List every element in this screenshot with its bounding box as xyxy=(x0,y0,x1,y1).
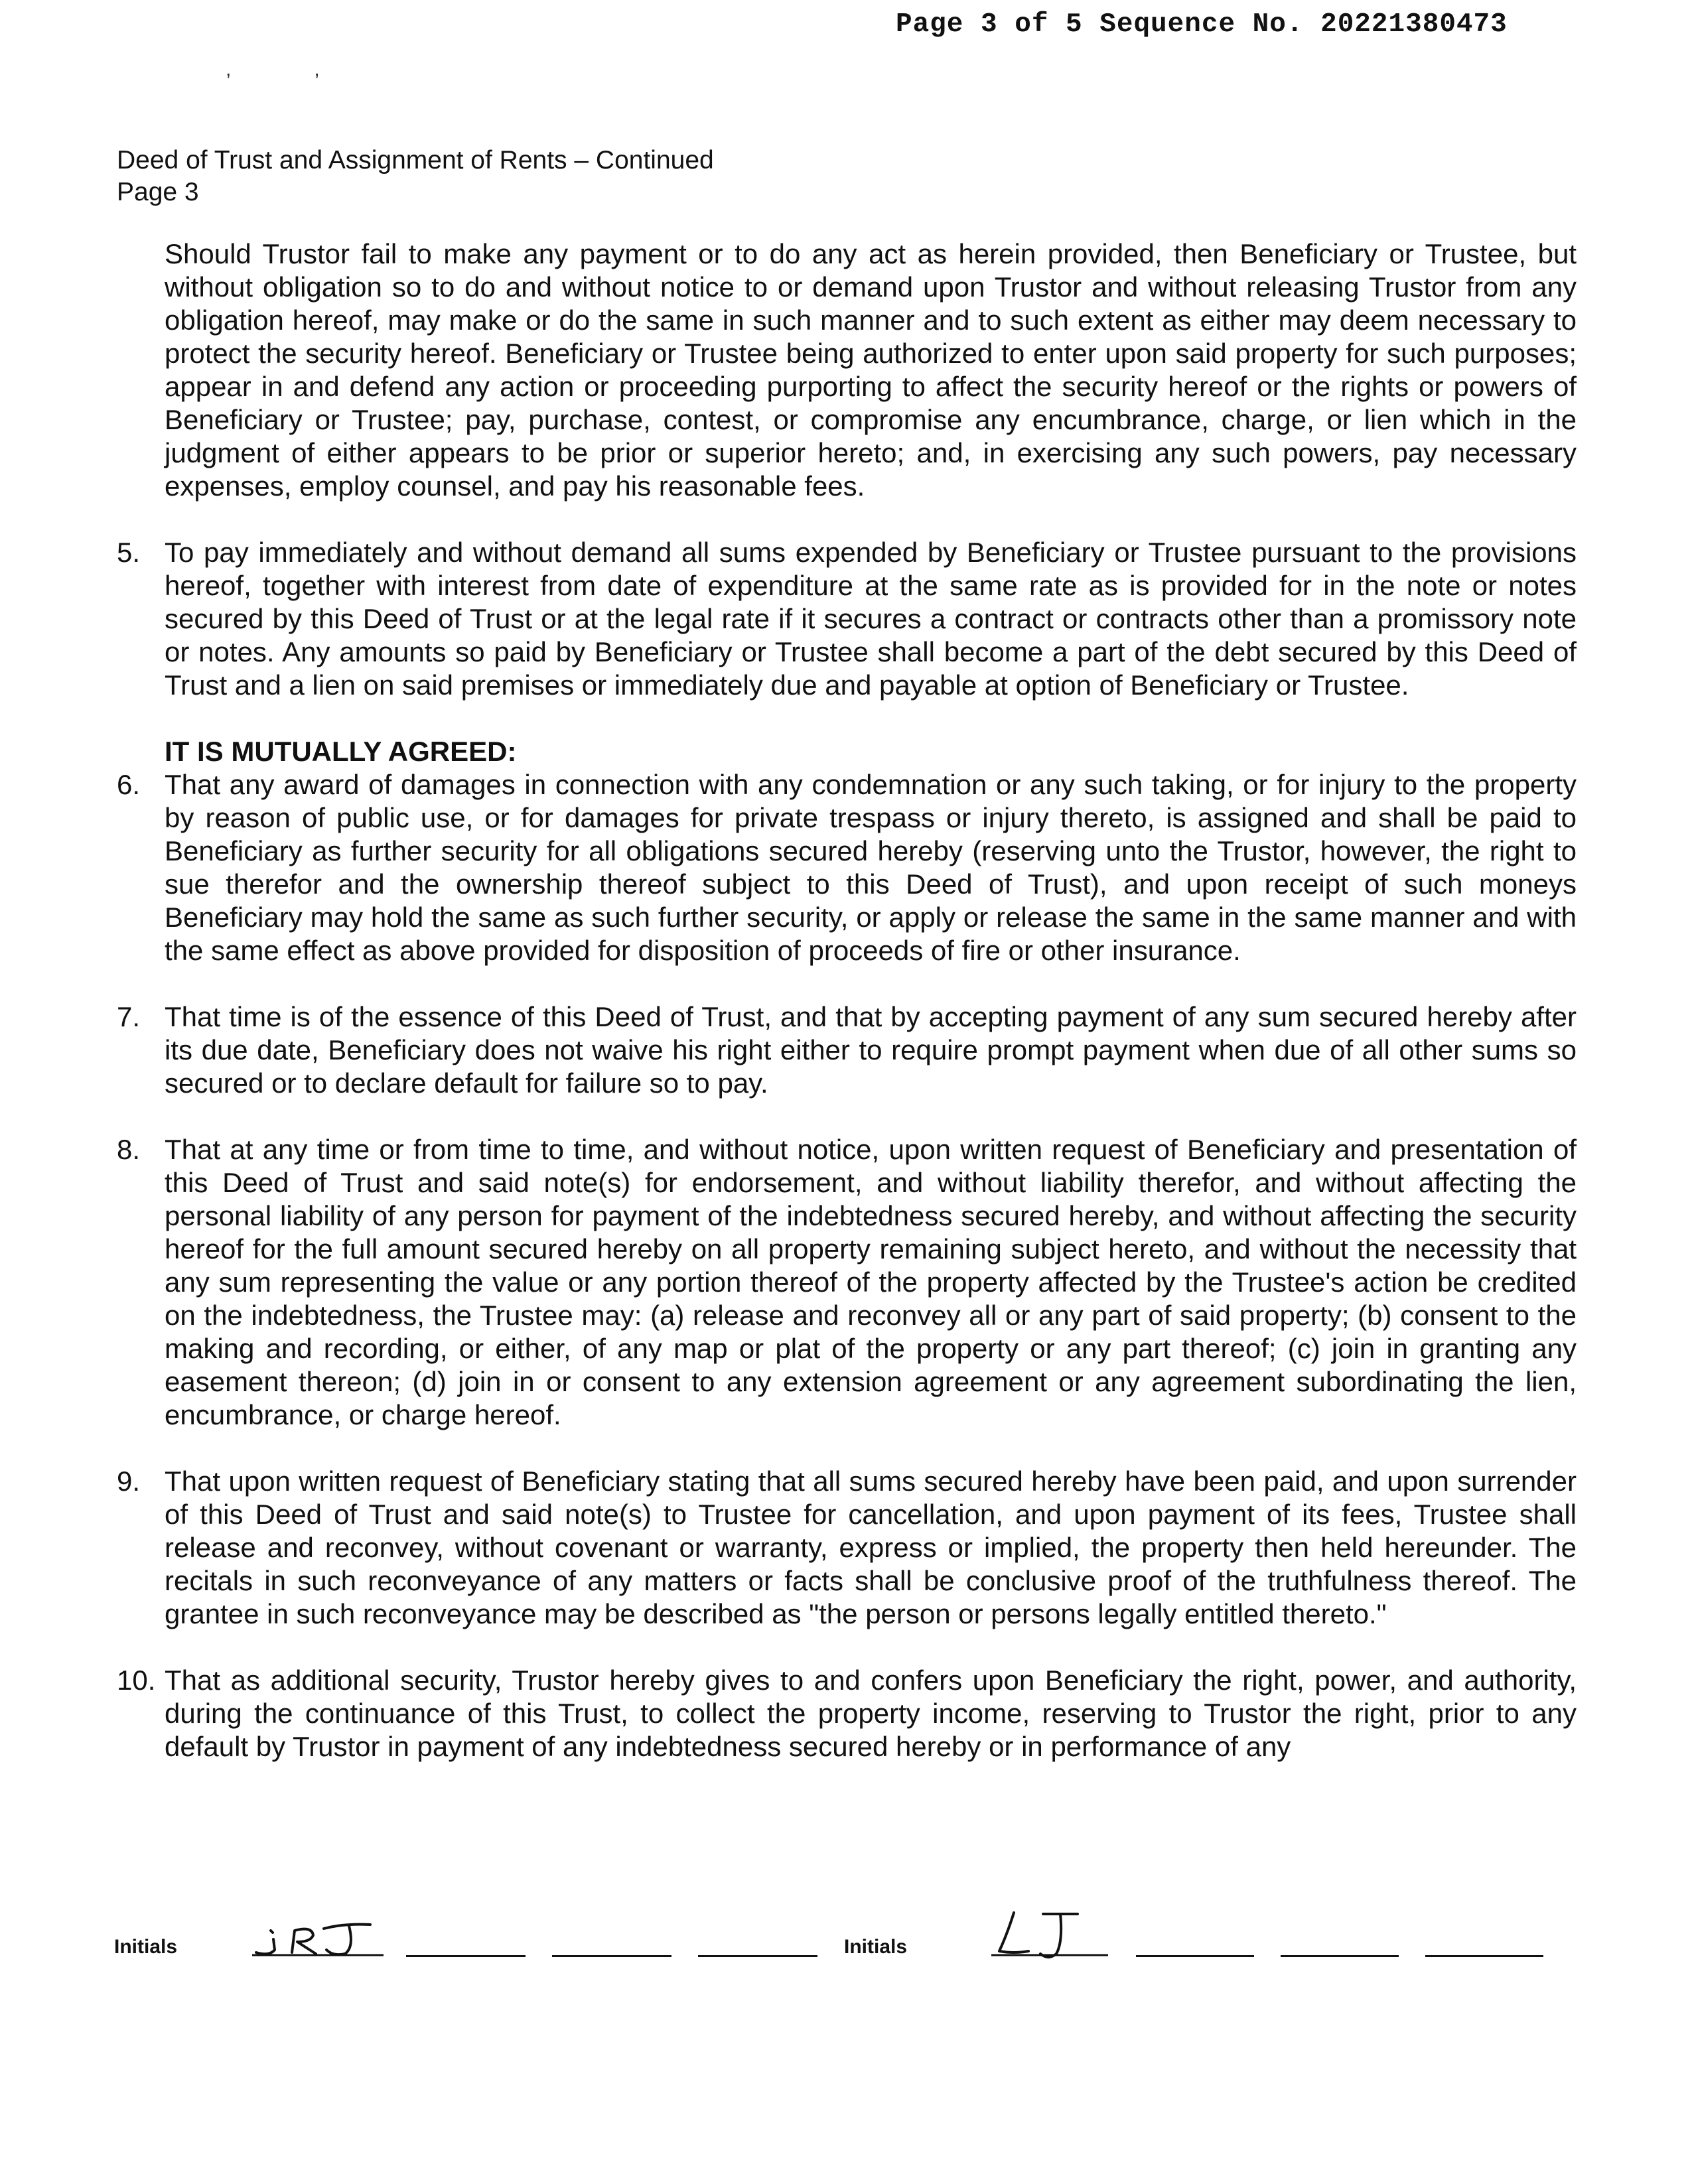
signature-initials-lj xyxy=(987,1894,1113,1960)
document-title: Deed of Trust and Assignment of Rents – Continued xyxy=(117,146,714,174)
initials-blank xyxy=(1425,1955,1543,1957)
document-body xyxy=(117,238,1577,1763)
item-number: 6. xyxy=(117,769,141,800)
initials-label-right: Initials xyxy=(844,1936,908,1958)
item-text: That as additional security, Trustor hereby gives to and confers upon Beneficiary the right, power, and authority, during the continuance of this Trust, to collect the property income, reserving to Trustor the right, prior to any default by Trustor in payment of any indebtedness secured hereby or in performance of any xyxy=(165,1665,1577,1762)
section-heading: IT IS MUTUALLY AGREED: xyxy=(165,736,517,767)
scan-speck: , xyxy=(226,58,232,80)
scan-specks xyxy=(226,58,403,81)
initials-blank xyxy=(1281,1955,1399,1957)
list-item-8 xyxy=(117,1133,1577,1432)
item-number: 7. xyxy=(117,1001,141,1032)
signature-initials-jrj xyxy=(251,1894,390,1960)
list-item-9 xyxy=(117,1465,1577,1631)
item-number: 9. xyxy=(117,1466,141,1497)
initials-blank xyxy=(406,1955,526,1957)
initials-label-left: Initials xyxy=(114,1936,178,1958)
initials-blank xyxy=(1136,1955,1254,1957)
list-item-6 xyxy=(117,768,1577,967)
initials-blank xyxy=(698,1955,817,1957)
item-text: To pay immediately and without demand all sums expended by Beneficiary or Trustee pursuant to the provisions hereof, together with interest from date of expenditure at the same rate as is provided for in the note or notes secured by this Deed of Trust or at the legal rate if it secures a contract or contracts other than a promissory note or notes. Any amounts so paid by Beneficiary or Trustee shall become a part of the debt secured by this Deed of Trust and a lien on said premises or immediately due and payable at option of Beneficiary or Trustee. xyxy=(165,537,1577,701)
item-number: 5. xyxy=(117,537,141,568)
document-header xyxy=(117,145,714,208)
initials-blank xyxy=(552,1955,671,1957)
item-text: That upon written request of Beneficiary stating that all sums secured hereby have been paid, and upon surrender of this Deed of Trust and said note(s) to Trustee for cancellation, and upon payment of its fees, Trustee shall release and reconvey, without covenant or warranty, express or implied, the property then held hereunder. The recitals in such reconveyance of any matters or facts shall be conclusive proof of the truthfulness thereof. The grantee in such reconveyance may be described as "the person or persons legally entitled thereto." xyxy=(165,1466,1577,1629)
item-text: That at any time or from time to time, and without notice, upon written request of Beneficiary and presentation of this Deed of Trust and said note(s) for endorsement, and without liability therefor, and without affecting the personal liability of any person for payment of the indebtedness secured hereby, and without affecting the security hereof for the full amount secured hereby on all property remaining subject hereto, and without the necessity that any sum representing the value or any portion thereof of the property affected by the Trustee's action be credited on the indebtedness, the Trustee may: (a) release and reconvey all or any part of said property; (b) consent to the making and recording, or either, of any map or plat of the property or any part thereof; (c) join in granting any easement thereon; (d) join in or consent to any extension agreement or any agreement subordinating the lien, encumbrance, or charge hereof. xyxy=(165,1134,1577,1430)
list-item-5 xyxy=(117,536,1577,702)
list-item-10 xyxy=(117,1664,1577,1763)
item-number: 8. xyxy=(117,1134,141,1165)
list-item-7 xyxy=(117,1000,1577,1100)
scan-speck: , xyxy=(314,58,320,80)
item-number: 10. xyxy=(117,1665,156,1696)
initials-row xyxy=(0,1894,1692,1974)
item-text: That any award of damages in connection with any condemnation or any such taking, or for injury to the property by reason of public use, or for damages for private trespass or injury thereto, is assigned and shall be paid to Beneficiary as further security for all obligations secured hereby (reserving unto the Trustor, however, the right to sue therefor and the ownership thereof subject to this Deed of Trust), and upon receipt of such moneys Beneficiary may hold the same as such further security, or apply or release the same in the same manner and with the same effect as above provided for disposition of proceeds of fire or other insurance. xyxy=(165,769,1577,966)
intro-paragraph: Should Trustor fail to make any payment or to do any act as herein provided, then Beneficiary or Trustee, but without obligation so to do and without notice to or demand upon Trustor and without releasing Trustor from any obligation hereof, may make or do the same in such manner and to such extent as either may deem necessary to protect the security hereof. Beneficiary or Trustee being authorized to enter upon said property for such purposes; appear in and defend any action or proceeding purporting to affect the security hereof or the rights or powers of Beneficiary or Trustee; pay, purchase, contest, or compromise any encumbrance, charge, or lien which in the judgment of either appears to be prior or superior hereto; and, in exercising any such powers, pay necessary expenses, employ counsel, and pay his reasonable fees. xyxy=(165,238,1577,502)
sequence-header: Page 3 of 5 Sequence No. 20221380473 xyxy=(896,9,1508,40)
page-label: Page 3 xyxy=(117,178,199,206)
item-text: That time is of the essence of this Deed of Trust, and that by accepting payment of any sum secured hereby after its due date, Beneficiary does not waive his right either to require prompt payment when due of all other sums so secured or to declare default for failure so to pay. xyxy=(165,1001,1577,1099)
